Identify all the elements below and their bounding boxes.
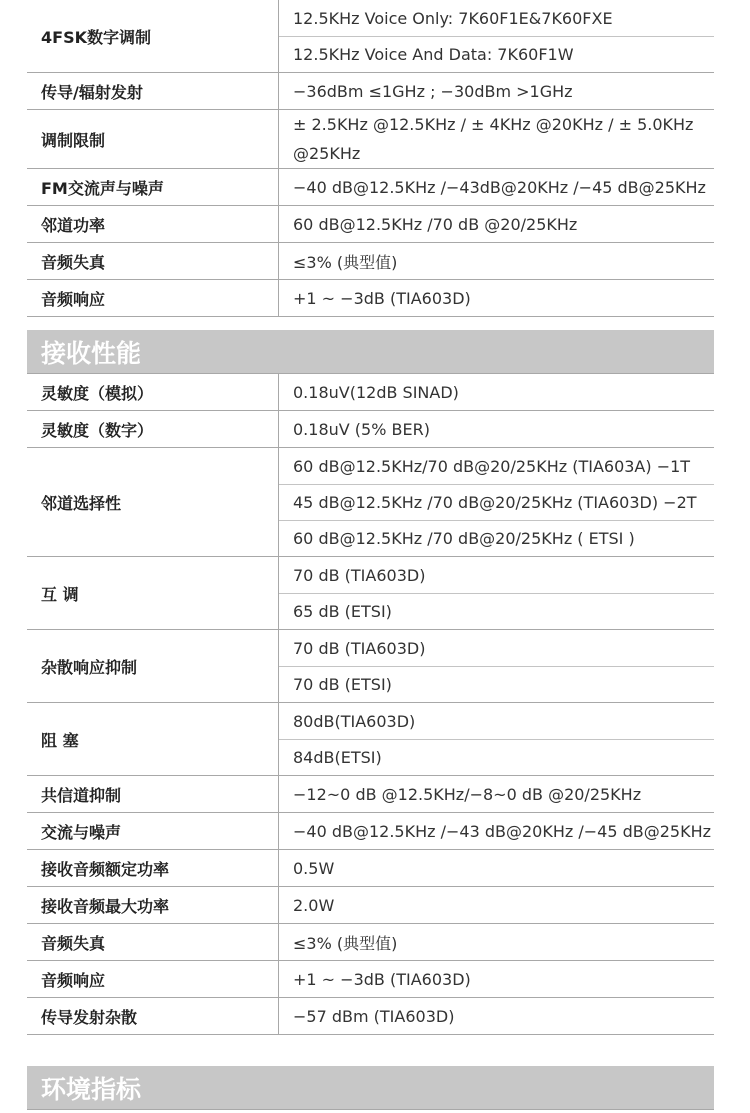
spec-row-audio-response <box>27 961 714 998</box>
spec-label: FM交流声与噪声 <box>27 169 279 205</box>
spec-value: 65 dB (ETSI) <box>279 593 714 629</box>
spec-label: 传导发射杂散 <box>27 998 279 1034</box>
spec-row-audio-distortion <box>27 924 714 961</box>
spec-row-conducted-spurious <box>27 998 714 1035</box>
spec-value: 70 dB (ETSI) <box>279 666 714 702</box>
spec-value: −12~0 dB @12.5KHz/−8~0 dB @20/25KHz <box>293 784 642 804</box>
spec-label: 阻 塞 <box>27 703 279 775</box>
spec-value: 0.18uV(12dB SINAD) <box>293 382 459 402</box>
spec-row-adjacent-selectivity <box>27 448 714 557</box>
spec-row-sensitivity-analog <box>27 374 714 411</box>
spec-row-audio-distortion <box>27 243 714 280</box>
spec-row-spurious-rejection <box>27 630 714 703</box>
spec-value: 60 dB@12.5KHz /70 dB @20/25KHz <box>293 214 578 234</box>
spec-label: 接收音频额定功率 <box>27 850 279 886</box>
spec-value: −57 dBm (TIA603D) <box>293 1006 455 1026</box>
spec-value: 12.5KHz Voice And Data: 7K60F1W <box>279 36 714 72</box>
spec-value: 70 dB (TIA603D) <box>293 638 426 658</box>
spec-value: ≤3% (典型值) <box>293 252 398 272</box>
spec-row-rated-audio-power <box>27 850 714 887</box>
spec-label: 音频失真 <box>27 924 279 960</box>
spec-value: 60 dB@12.5KHz /70 dB@20/25KHz ( ETSI ) <box>279 520 714 556</box>
spec-value: 2.0W <box>293 895 335 915</box>
spec-value: −36dBm ≤1GHz ; −30dBm >1GHz <box>293 81 573 101</box>
spec-label: 共信道抑制 <box>27 776 279 812</box>
spec-value: 0.18uV (5% BER) <box>293 419 430 439</box>
spec-row-blocking <box>27 703 714 776</box>
receiver-spec-table <box>27 374 714 1035</box>
spec-label: 接收音频最大功率 <box>27 887 279 923</box>
section-header-environment: 环境指标 <box>27 1066 714 1110</box>
spec-value: ± 2.5KHz @12.5KHz / ± 4KHz @20KHz / ± 5.0KHz @25KHz <box>293 115 694 163</box>
spec-row-max-audio-power <box>27 887 714 924</box>
spec-value: ≤3% (典型值) <box>293 933 398 953</box>
spec-value: 60 dB@12.5KHz/70 dB@20/25KHz (TIA603A) −1T <box>293 456 691 476</box>
spec-row-hum-noise <box>27 813 714 850</box>
spec-value: 12.5KHz Voice Only: 7K60F1E&7K60FXE <box>293 8 613 28</box>
spec-label: 音频响应 <box>27 280 279 316</box>
spec-row-4fsk <box>27 0 714 73</box>
spec-value: 70 dB (TIA603D) <box>293 565 426 585</box>
spec-value: 84dB(ETSI) <box>279 739 714 775</box>
spec-value: +1 ~ −3dB (TIA603D) <box>293 288 471 308</box>
spec-label: 调制限制 <box>27 110 279 168</box>
spec-value: 80dB(TIA603D) <box>293 711 416 731</box>
spec-label: 邻道选择性 <box>27 448 279 556</box>
spec-value: 45 dB@12.5KHz /70 dB@20/25KHz (TIA603D) −2T <box>279 484 714 520</box>
spec-value: 0.5W <box>293 858 335 878</box>
transmitter-spec-table <box>27 0 714 317</box>
spec-label: 音频响应 <box>27 961 279 997</box>
spec-row-intermodulation <box>27 557 714 630</box>
spec-row-modulation-limit <box>27 110 714 169</box>
spec-value: −40 dB@12.5KHz /−43dB@20KHz /−45 dB@25KHz <box>293 177 706 197</box>
spec-label: 传导/辐射发射 <box>27 73 279 109</box>
spec-label: 交流与噪声 <box>27 813 279 849</box>
spec-label: 音频失真 <box>27 243 279 279</box>
spec-label: 灵敏度（模拟） <box>27 374 279 410</box>
spec-row-audio-response <box>27 280 714 317</box>
spec-label: 邻道功率 <box>27 206 279 242</box>
spec-row-sensitivity-digital <box>27 411 714 448</box>
spec-row-fm-hum-noise <box>27 169 714 206</box>
spec-row-conducted-emission <box>27 73 714 110</box>
spec-label: 灵敏度（数字） <box>27 411 279 447</box>
section-header-receiver: 接收性能 <box>27 330 714 374</box>
spec-row-cochannel-rejection <box>27 776 714 813</box>
spec-label: 杂散响应抑制 <box>27 630 279 702</box>
spec-value: −40 dB@12.5KHz /−43 dB@20KHz /−45 dB@25KHz <box>293 821 712 841</box>
spec-value: +1 ~ −3dB (TIA603D) <box>293 969 471 989</box>
spec-label: 4FSK数字调制 <box>27 0 279 72</box>
spec-label: 互 调 <box>27 557 279 629</box>
spec-row-adjacent-power <box>27 206 714 243</box>
